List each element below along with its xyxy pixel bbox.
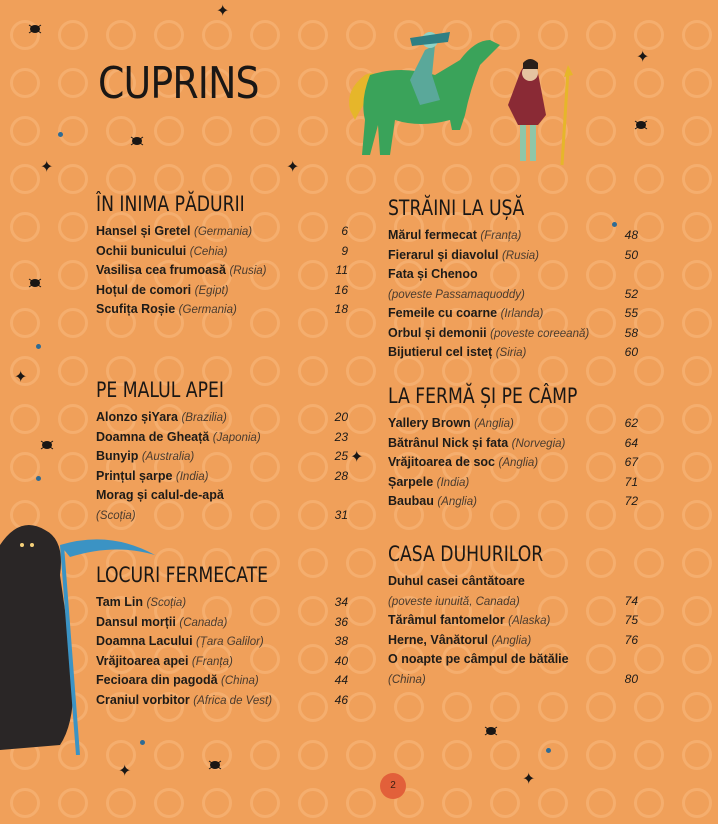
star-icon: ✦	[350, 449, 364, 466]
story-title: Tărâmul fantomelor	[388, 613, 505, 627]
watermark-circle	[634, 212, 664, 242]
toc-entry[interactable]	[388, 453, 638, 473]
watermark-circle	[538, 740, 568, 770]
story-origin: (Australia)	[141, 451, 195, 463]
watermark-circle	[106, 788, 136, 818]
page-ref: 44	[334, 673, 348, 687]
watermark-circle	[58, 68, 88, 98]
story-origin: (Franța)	[480, 230, 522, 242]
story-title: Alonzo șiYara	[96, 410, 178, 424]
section-heading: ÎN INIMA PĂDURII	[96, 192, 245, 216]
page-ref: 25	[334, 449, 348, 463]
watermark-circle	[634, 740, 664, 770]
watermark-circle	[634, 596, 664, 626]
watermark-circle	[682, 164, 712, 194]
toc-entry[interactable]	[96, 486, 348, 506]
toc-entry[interactable]	[96, 300, 348, 320]
toc-entry[interactable]	[388, 572, 638, 592]
watermark-circle	[490, 740, 520, 770]
story-origin: (China)	[388, 673, 426, 686]
toc-entry[interactable]	[388, 434, 638, 454]
story-origin: (Germania)	[193, 226, 253, 238]
story-title: Orbul și demonii	[388, 325, 487, 340]
story-origin: (Anglia)	[437, 496, 477, 508]
page-ref: 9	[341, 243, 348, 258]
story-origin: (poveste iunuită, Canada)	[388, 595, 520, 608]
page-ref: 80	[624, 671, 638, 686]
star-icon: ✦	[14, 369, 28, 386]
blue-dot	[546, 748, 551, 753]
watermark-circle	[682, 596, 712, 626]
page-ref: 28	[334, 468, 348, 483]
star-icon: ✦	[522, 771, 536, 788]
toc-entry[interactable]	[96, 467, 348, 487]
story-title: Bunyip	[96, 449, 139, 463]
toc-entry[interactable]	[388, 492, 638, 512]
watermark-circle	[634, 788, 664, 818]
watermark-circle	[346, 692, 376, 722]
story-title: Vrăjitoarea de soc	[388, 455, 496, 469]
story-title: Fierarul și diavolul	[388, 247, 499, 262]
woman-with-staff-illustration	[498, 55, 593, 170]
watermark-circle	[346, 308, 376, 338]
star-icon: ✦	[286, 159, 300, 176]
watermark-circle	[634, 644, 664, 674]
story-origin: (Rusia)	[501, 249, 539, 262]
watermark-circle	[682, 788, 712, 818]
watermark-circle	[634, 404, 664, 434]
watermark-circle	[250, 164, 280, 194]
watermark-circle	[682, 500, 712, 530]
page-ref: 23	[334, 429, 348, 444]
watermark-circle	[58, 20, 88, 50]
story-origin: (Anglia)	[498, 457, 539, 469]
story-origin: (Irlanda)	[500, 308, 544, 320]
story-origin: (Japonia)	[212, 431, 261, 444]
watermark-circle	[202, 788, 232, 818]
watermark-circle	[106, 20, 136, 50]
watermark-circle	[298, 116, 328, 146]
story-title: Vrăjitoarea apei	[96, 653, 189, 668]
watermark-circle	[250, 788, 280, 818]
watermark-circle	[586, 692, 616, 722]
toc-entry[interactable]	[388, 473, 638, 493]
watermark-circle	[634, 356, 664, 386]
watermark-circle	[346, 212, 376, 242]
watermark-circle	[58, 404, 88, 434]
toc-entry[interactable]	[96, 281, 348, 301]
page-ref: 6	[341, 224, 348, 238]
toc-entry[interactable]	[388, 304, 638, 324]
watermark-circle	[58, 164, 88, 194]
watermark-circle	[682, 452, 712, 482]
watermark-circle	[442, 740, 472, 770]
page-ref: 18	[334, 302, 348, 316]
watermark-circle	[58, 452, 88, 482]
story-title: Tam Lin	[96, 595, 143, 609]
section-in-inima-padurii	[96, 192, 348, 320]
page-ref: 64	[624, 435, 638, 450]
toc-entry[interactable]	[388, 611, 638, 631]
story-origin: (Scoția)	[146, 597, 187, 609]
star-icon: ✦	[216, 3, 230, 20]
story-origin: (poveste Passamaquoddy)	[388, 288, 525, 301]
page-ref: 60	[624, 345, 638, 359]
watermark-circle	[154, 164, 184, 194]
toc-entry[interactable]	[96, 593, 348, 613]
toc-entry[interactable]	[388, 650, 638, 670]
story-title: Șarpele	[388, 474, 434, 489]
page-ref: 55	[624, 306, 638, 320]
page-ref: 74	[624, 593, 638, 608]
star-icon: ✦	[636, 49, 650, 66]
watermark-circle	[250, 20, 280, 50]
section-pe-malul-apei	[96, 378, 348, 525]
story-title: Bătrânul Nick și fata	[388, 435, 509, 450]
star-icon: ✦	[40, 159, 54, 176]
story-origin: (Africa de Vest)	[193, 694, 273, 707]
watermark-circle	[58, 356, 88, 386]
story-title: O noapte pe câmpul de bătălie	[388, 652, 569, 666]
watermark-circle	[394, 164, 424, 194]
story-origin: (Țara Galilor)	[196, 636, 264, 648]
watermark-circle	[346, 644, 376, 674]
watermark-circle	[682, 116, 712, 146]
watermark-circle	[346, 788, 376, 818]
page-ref: 16	[334, 282, 348, 297]
watermark-circle	[10, 116, 40, 146]
blue-dot	[36, 344, 41, 349]
watermark-circle	[538, 692, 568, 722]
page-ref: 72	[624, 494, 638, 508]
watermark-circle	[154, 20, 184, 50]
page-ref: 48	[624, 228, 638, 242]
watermark-circle	[10, 212, 40, 242]
toc-entry[interactable]	[388, 631, 638, 651]
watermark-circle	[298, 20, 328, 50]
story-title: Femeile cu coarne	[388, 306, 498, 320]
story-title: Mărul fermecat	[388, 228, 477, 242]
watermark-circle	[682, 20, 712, 50]
watermark-circle	[346, 500, 376, 530]
story-title: Fecioara din pagodă	[96, 673, 218, 687]
story-title: Duhul casei cântătoare	[388, 574, 525, 588]
toc-entry[interactable]	[388, 285, 638, 305]
watermark-circle	[586, 788, 616, 818]
watermark-circle	[442, 692, 472, 722]
bug-icon	[28, 24, 42, 34]
story-title: Prințul șarpe	[96, 468, 173, 483]
toc-entry[interactable]	[96, 261, 348, 281]
watermark-circle	[634, 452, 664, 482]
watermark-circle	[58, 260, 88, 290]
watermark-circle	[394, 692, 424, 722]
page-ref: 40	[334, 653, 348, 668]
toc-entry[interactable]	[96, 691, 348, 711]
story-origin: (Norvegia)	[511, 437, 566, 450]
section-heading: LOCURI FERMECATE	[96, 563, 269, 587]
page-ref: 58	[624, 325, 638, 340]
page-ref: 11	[335, 263, 348, 277]
watermark-circle	[202, 164, 232, 194]
toc-entry[interactable]	[96, 447, 348, 467]
toc-entry[interactable]	[388, 414, 638, 434]
page-ref: 36	[334, 614, 348, 629]
toc-entry[interactable]	[96, 222, 348, 242]
watermark-circle	[394, 740, 424, 770]
story-origin: (Brazilia)	[181, 412, 227, 424]
watermark-circle	[682, 692, 712, 722]
toc-entry[interactable]	[388, 670, 638, 690]
toc-entry[interactable]	[388, 226, 638, 246]
watermark-circle	[682, 308, 712, 338]
story-title: Morag și calul-de-apă	[96, 488, 224, 502]
watermark-circle	[346, 164, 376, 194]
watermark-circle	[442, 788, 472, 818]
story-origin: (Egipt)	[194, 284, 229, 297]
watermark-circle	[154, 788, 184, 818]
watermark-circle	[634, 500, 664, 530]
watermark-circle	[250, 116, 280, 146]
watermark-circle	[346, 548, 376, 578]
watermark-circle	[682, 644, 712, 674]
bug-icon	[130, 136, 144, 146]
story-title: Fata și Chenoo	[388, 267, 478, 281]
watermark-circle	[682, 548, 712, 578]
watermark-circle	[538, 20, 568, 50]
story-title: Dansul morții	[96, 614, 176, 629]
page-ref: 46	[334, 692, 348, 707]
toc-entry[interactable]	[96, 506, 348, 526]
watermark-circle	[634, 68, 664, 98]
page-ref: 62	[624, 416, 638, 430]
watermark-circle	[682, 68, 712, 98]
watermark-circle	[538, 788, 568, 818]
story-title: Herne, Vânătorul	[388, 632, 489, 647]
blue-dot	[58, 132, 63, 137]
story-title: Yallery Brown	[388, 416, 471, 430]
section-heading: PE MALUL APEI	[96, 378, 224, 402]
watermark-circle	[682, 260, 712, 290]
story-origin: (India)	[175, 470, 209, 483]
toc-entry[interactable]	[96, 242, 348, 262]
page-ref: 67	[624, 455, 638, 469]
toc-entry[interactable]	[96, 408, 348, 428]
toc-entry[interactable]	[388, 246, 638, 266]
toc-entry[interactable]	[388, 265, 638, 285]
page-ref: 76	[624, 632, 638, 647]
watermark-circle	[202, 116, 232, 146]
section-straini-la-usa	[388, 196, 638, 363]
story-origin: (Anglia)	[491, 634, 532, 647]
watermark-circle	[58, 212, 88, 242]
watermark-circle	[298, 788, 328, 818]
watermark-circle	[634, 260, 664, 290]
page-ref: 52	[624, 286, 638, 301]
story-origin: (India)	[436, 476, 470, 489]
toc-entry[interactable]	[96, 428, 348, 448]
story-title: Hoțul de comori	[96, 282, 192, 297]
watermark-circle	[58, 788, 88, 818]
watermark-circle	[106, 164, 136, 194]
watermark-circle	[346, 596, 376, 626]
story-origin: (Anglia)	[474, 418, 514, 430]
toc-entry[interactable]	[388, 324, 638, 344]
watermark-circle	[154, 116, 184, 146]
watermark-circle	[346, 260, 376, 290]
watermark-circle	[10, 788, 40, 818]
watermark-circle	[634, 164, 664, 194]
story-title: Scufița Roșie	[96, 302, 176, 316]
watermark-circle	[490, 788, 520, 818]
story-title: Baubau	[388, 494, 434, 508]
section-heading: LA FERMĂ ȘI PE CÂMP	[388, 384, 578, 408]
story-origin: (poveste coreeană)	[490, 327, 590, 340]
blue-dot	[36, 476, 41, 481]
story-title: Vasilisa cea frumoasă	[96, 263, 226, 277]
watermark-circle	[58, 308, 88, 338]
story-title: Hansel și Gretel	[96, 224, 191, 238]
toc-entry[interactable]	[388, 343, 638, 363]
watermark-circle	[10, 164, 40, 194]
story-title: Bijutierul cel isteț	[388, 345, 493, 359]
watermark-circle	[682, 740, 712, 770]
watermark-circle	[490, 692, 520, 722]
watermark-circle	[346, 740, 376, 770]
section-casa-duhurilor	[388, 542, 638, 689]
story-origin: (Franța)	[191, 655, 233, 668]
watermark-circle	[634, 20, 664, 50]
watermark-circle	[250, 740, 280, 770]
watermark-circle	[346, 356, 376, 386]
section-locuri-fermecate	[96, 563, 348, 710]
page-ref: 71	[624, 474, 638, 489]
bug-icon	[634, 120, 648, 130]
toc-entry[interactable]	[96, 613, 348, 633]
star-icon: ✦	[118, 763, 132, 780]
page-ref: 31	[334, 507, 348, 522]
story-origin: (Rusia)	[229, 265, 267, 277]
page-ref: 20	[334, 410, 348, 424]
watermark-circle	[634, 548, 664, 578]
story-origin: (Scoția)	[96, 509, 136, 522]
watermark-circle	[298, 68, 328, 98]
story-title: Doamna de Gheață	[96, 429, 210, 444]
watermark-circle	[586, 20, 616, 50]
watermark-circle	[10, 404, 40, 434]
toc-entry[interactable]	[96, 671, 348, 691]
story-origin: (Cehia)	[189, 245, 228, 258]
page-ref: 38	[334, 634, 348, 648]
page-ref: 34	[334, 595, 348, 609]
watermark-circle	[58, 116, 88, 146]
watermark-circle	[682, 212, 712, 242]
blue-dot	[140, 740, 145, 745]
toc-entry[interactable]	[96, 652, 348, 672]
watermark-circle	[634, 692, 664, 722]
story-origin: (Alaska)	[508, 615, 551, 627]
watermark-circle	[682, 356, 712, 386]
watermark-circle	[298, 164, 328, 194]
section-heading: CASA DUHURILOR	[388, 542, 544, 566]
watermark-circle	[10, 308, 40, 338]
story-title: Ochii bunicului	[96, 243, 187, 258]
page-title: CUPRINS	[98, 58, 259, 109]
section-la-ferma-si-pe-camp	[388, 384, 638, 512]
watermark-circle	[298, 740, 328, 770]
watermark-circle	[10, 68, 40, 98]
watermark-circle	[634, 308, 664, 338]
bug-icon	[484, 726, 498, 736]
story-title: Doamna Lacului	[96, 634, 193, 648]
story-origin: (Canada)	[179, 616, 228, 629]
story-origin: (Germania)	[178, 304, 237, 316]
story-origin: (Siria)	[495, 347, 527, 359]
watermark-circle	[586, 740, 616, 770]
bug-icon	[28, 278, 42, 288]
story-origin: (China)	[221, 675, 259, 687]
page-number-badge: 2	[380, 773, 406, 799]
bug-icon	[208, 760, 222, 770]
page-ref: 50	[624, 247, 638, 262]
watermark-circle	[346, 404, 376, 434]
story-title: Craniul vorbitor	[96, 692, 190, 707]
section-heading: STRĂINI LA UȘĂ	[388, 196, 525, 220]
toc-entry[interactable]	[388, 592, 638, 612]
rider-on-horse-illustration	[340, 20, 510, 160]
toc-entry[interactable]	[96, 632, 348, 652]
watermark-circle	[442, 164, 472, 194]
watermark-circle	[202, 20, 232, 50]
bug-icon	[40, 440, 54, 450]
page-ref: 75	[624, 613, 638, 627]
watermark-circle	[682, 404, 712, 434]
